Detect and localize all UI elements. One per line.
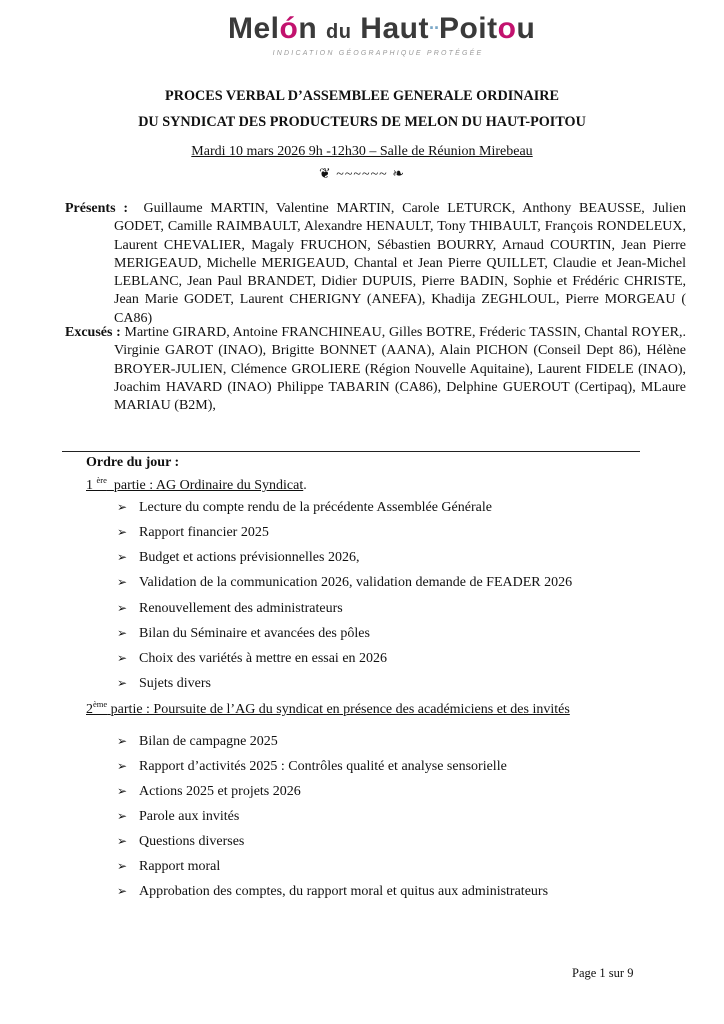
meeting-info-text: Mardi 10 mars 2026 9h -12h30 – Salle de Réunion Mirebeau — [191, 144, 533, 159]
arrow-bullet-icon: ➢ — [117, 626, 128, 640]
agenda-part2-heading — [86, 699, 570, 718]
agenda-item-text: Bilan du Séminaire et avancées des pôles — [139, 626, 370, 641]
agenda-item — [117, 601, 343, 617]
agenda-item-text: Budget et actions prévisionnelles 2026, — [139, 550, 360, 565]
flourish-left-icon: ❦ — [319, 167, 332, 182]
meeting-info — [0, 144, 724, 160]
agenda-item-text: Sujets divers — [139, 676, 211, 691]
arrow-bullet-icon: ➢ — [117, 759, 128, 773]
agenda-item — [117, 575, 572, 591]
logo-melon-o2: o — [497, 12, 517, 45]
arrow-bullet-icon: ➢ — [117, 676, 128, 690]
agenda-item-text: Bilan de campagne 2025 — [139, 734, 278, 749]
part1-label: partie : AG Ordinaire du Syndicat — [113, 478, 304, 493]
arrow-bullet-icon: ➢ — [117, 651, 128, 665]
arrow-bullet-icon: ➢ — [117, 734, 128, 748]
arrow-bullet-icon: ➢ — [117, 784, 128, 798]
logo-text-n: n — [298, 12, 318, 45]
agenda-item — [117, 884, 548, 900]
agenda-item — [117, 759, 507, 775]
document-title-line2: DU SYNDICAT DES PRODUCTEURS DE MELON DU HAUT-POITOU — [138, 114, 586, 130]
logo-tagline: INDICATION GÉOGRAPHIQUE PROTÉGÉE — [272, 50, 484, 57]
agenda-item-text: Rapport financier 2025 — [139, 525, 269, 540]
ornament-tildes: ~~~~~~ — [336, 167, 388, 182]
arrow-bullet-icon: ➢ — [117, 884, 128, 898]
part2-suffix: ème — [93, 699, 108, 709]
flourish-right-icon: ❧ — [392, 167, 405, 182]
agenda-item-text: Lecture du compte rendu de la précédente Assemblée Générale — [139, 500, 492, 515]
logo-wordmark — [228, 12, 536, 48]
agenda-item — [117, 734, 278, 750]
agenda-item-text: Actions 2025 et projets 2026 — [139, 784, 301, 799]
agenda-item — [117, 859, 220, 875]
part1-suffix: ère — [96, 475, 107, 485]
agenda-item — [117, 500, 492, 516]
arrow-bullet-icon: ➢ — [117, 834, 128, 848]
logo-dots-icon: ·· — [428, 18, 439, 38]
agenda-item — [117, 676, 211, 692]
arrow-bullet-icon: ➢ — [117, 809, 128, 823]
agenda-item-text: Rapport moral — [139, 859, 221, 874]
agenda-part1-heading: 1 $^{ère}$ partie : AG Ordinaire du Syndicat. — [86, 475, 307, 493]
ornament-divider — [0, 166, 724, 183]
arrow-bullet-icon: ➢ — [117, 550, 128, 564]
horizontal-divider — [62, 451, 640, 452]
agenda-item — [117, 651, 387, 667]
agenda-item — [117, 525, 269, 541]
agenda-item-text: Approbation des comptes, du rapport moral et quitus aux administrateurs — [139, 884, 549, 899]
part2-label: partie : Poursuite de l’AG du syndicat en présence des académiciens et des invités — [110, 702, 570, 717]
part2-number: 2 — [86, 702, 93, 717]
excuses-list: Martine GIRARD, Antoine FRANCHINEAU, Gilles BOTRE, Fréderic TASSIN, Chantal ROYER,. Virginie GAROT (INAO), Brigitte BONNET (AANA), Alain PICHON (Conseil Dept 86), Hélène BROYER-JULIEN, Clémence GROLIERE (Région Nouvelle Aquitaine), Laurent FIDELE (INAO), Joachim HAVARD (INAO) Philippe TABARIN (CA86), Delphine GUEROUT (Certipaq), MLaure MARIAU (B2M), — [114, 325, 686, 414]
excuses-label: Excusés : — [65, 325, 121, 340]
agenda-item — [117, 834, 244, 850]
presents-list: Guillaume MARTIN, Valentine MARTIN, Carole LETURCK, Anthony BEAUSSE, Julien GODET, Camille RAIMBAULT, Alexandre HENAULT, Tony THIBAULT, François RONDELEUX, Laurent CHEVALIER, Magaly FRUCHON, Sébastien BOURRY, Arnaud COURTIN, Jean Pierre MERIGEAUD, Michelle MERIGEAUD, Chantal et Jean Pierre QUILLET, Claudie et Jean-Michel LEBLANC, Jean Paul BRANDET, Didier DUPUIS, Pierre BADIN, Sophie et Frédéric CHRISTE, Jean Marie GODET, Laurent CHERIGNY (ANEFA), Khadija ZEGHLOUL, Pierre MORGEAU ( CA86) — [114, 201, 687, 326]
logo-melon-o: ó — [279, 12, 299, 45]
arrow-bullet-icon: ➢ — [117, 601, 128, 615]
presents-label: Présents : — [65, 201, 128, 216]
agenda-title: Ordre du jour : — [86, 455, 180, 470]
agenda-item-text: Validation de la communication 2026, validation demande de FEADER 2026 — [139, 575, 573, 590]
logo — [228, 12, 536, 60]
logo-text-u: u — [516, 12, 536, 45]
logo-text-poit: Poit — [438, 12, 498, 45]
agenda-item — [117, 809, 239, 825]
presents-paragraph — [65, 200, 686, 328]
logo-text-mel: Mel — [228, 12, 280, 45]
document-title-line1: PROCES VERBAL D’ASSEMBLEE GENERALE ORDINAIRE — [165, 88, 559, 104]
agenda-item — [117, 550, 359, 566]
agenda-item — [117, 784, 301, 800]
agenda-item-text: Questions diverses — [139, 834, 245, 849]
part1-number: 1 — [86, 478, 93, 493]
logo-text-haut: Haut — [360, 12, 429, 45]
agenda-item-text: Parole aux invités — [139, 809, 240, 824]
arrow-bullet-icon: ➢ — [117, 859, 128, 873]
page-number: Page 1 sur 9 — [572, 966, 634, 980]
arrow-bullet-icon: ➢ — [117, 500, 128, 514]
arrow-bullet-icon: ➢ — [117, 575, 128, 589]
excuses-paragraph — [65, 324, 686, 415]
agenda-item-text: Renouvellement des administrateurs — [139, 601, 343, 616]
agenda-item — [117, 626, 370, 642]
logo-text-du: du — [326, 21, 352, 43]
agenda-item-text: Rapport d’activités 2025 : Contrôles qualité et analyse sensorielle — [139, 759, 507, 774]
agenda-item-text: Choix des variétés à mettre en essai en 2026 — [139, 651, 388, 666]
arrow-bullet-icon: ➢ — [117, 525, 128, 539]
